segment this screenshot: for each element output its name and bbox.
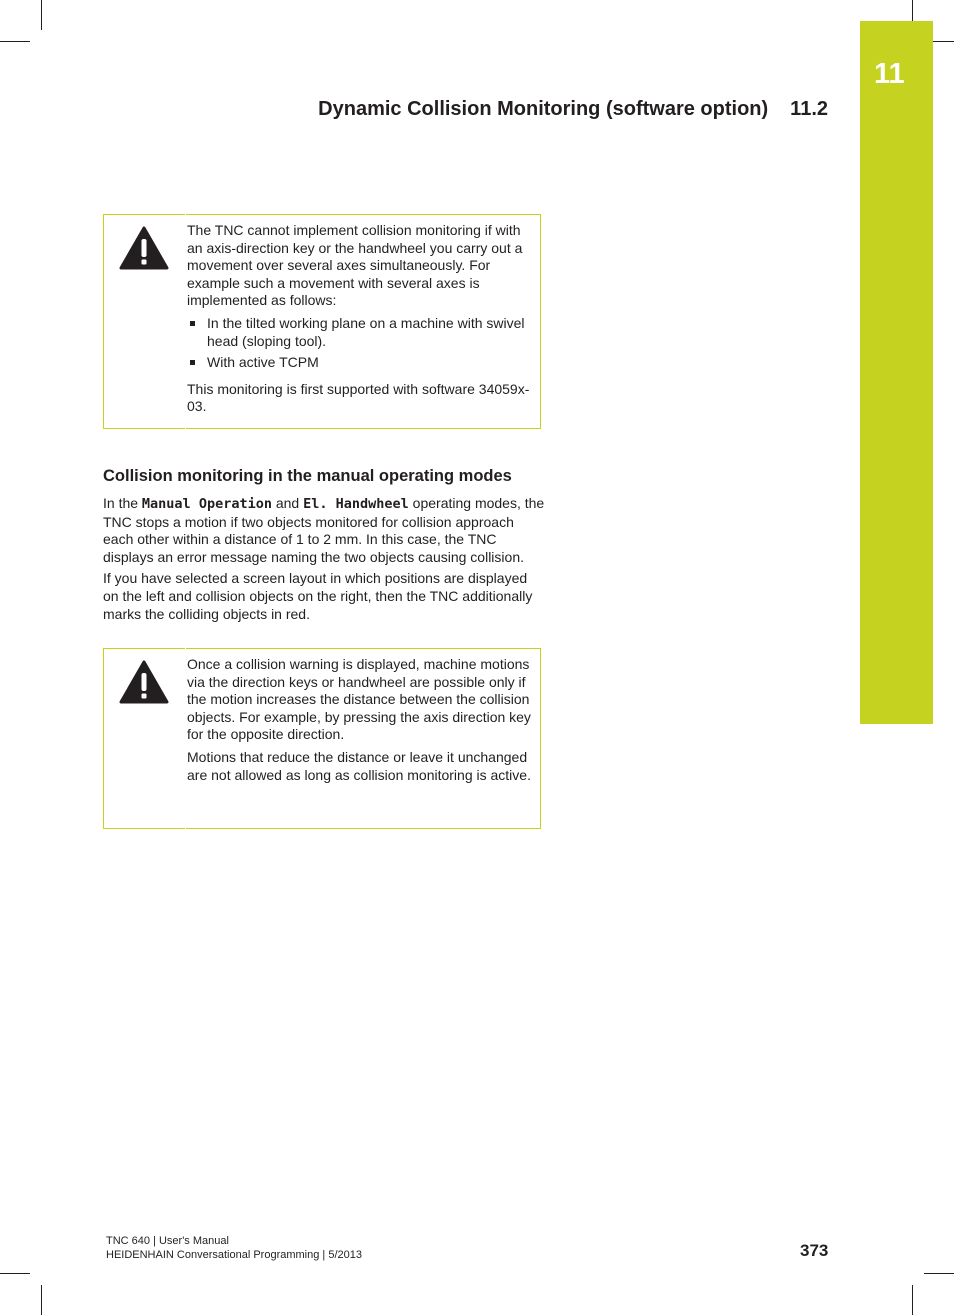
crop-mark	[0, 1273, 30, 1274]
mode-name-manual-operation: Manual Operation	[141, 496, 272, 512]
section-body	[103, 495, 545, 627]
text-run: and	[271, 495, 304, 511]
list-item-text: In the tilted working plane on a machine with swivel head (sloping tool).	[207, 314, 525, 349]
list-item	[187, 354, 532, 372]
note-paragraph: Once a collision warning is displayed, machine motions via the direction keys or handwheel are possible only if the motion increases the distance between the collision objects. For example, by pressing the axis direction key for the opposite direction.	[187, 656, 531, 743]
note-text	[187, 215, 540, 424]
note-paragraph: The TNC cannot implement collision monitoring if with an axis-direction key or the handwheel you carry out a movement over several axes simultaneously. For example such a movement with several axes is implemented as follows:	[187, 222, 523, 309]
bullet-square-icon	[190, 360, 195, 365]
bullet-list	[187, 315, 532, 372]
note-paragraph: This monitoring is first supported with software 34059x-03.	[187, 380, 530, 415]
note-separator	[185, 648, 186, 829]
body-paragraph	[103, 495, 545, 566]
page-footer	[106, 1234, 362, 1262]
crop-mark	[41, 1285, 42, 1315]
crop-mark	[41, 0, 42, 30]
bullet-square-icon	[190, 321, 195, 326]
crop-mark	[912, 1285, 913, 1315]
chapter-number: 11	[874, 58, 905, 90]
crop-mark	[912, 0, 913, 21]
list-item	[187, 315, 532, 350]
crop-mark	[924, 1273, 954, 1274]
list-item-text: With active TCPM	[207, 354, 319, 371]
header-section-number: 11.2	[790, 98, 828, 120]
warning-triangle-icon	[119, 660, 169, 704]
note-separator	[185, 214, 186, 429]
note-paragraph: Motions that reduce the distance or leave it unchanged are not allowed as long as collision monitoring is active.	[187, 748, 531, 783]
warning-note-1	[103, 214, 541, 429]
footer-line: TNC 640 | User's Manual	[106, 1235, 229, 1247]
note-text	[187, 649, 540, 792]
header-title: Dynamic Collision Monitoring (software option)	[318, 98, 769, 120]
crop-mark	[933, 41, 954, 42]
crop-mark	[0, 41, 30, 42]
page-number: 373	[800, 1241, 829, 1260]
text-run: In the	[103, 495, 142, 511]
warning-triangle-icon	[119, 226, 169, 270]
body-paragraph: If you have selected a screen layout in which positions are displayed on the left and collision objects on the right, then the TNC additionally marks the colliding objects in red.	[103, 570, 533, 622]
mode-name-el-handwheel: El. Handwheel	[303, 496, 409, 512]
chapter-tab	[860, 21, 933, 724]
warning-note-2	[103, 648, 541, 829]
running-header	[318, 98, 828, 121]
section-heading: Collision monitoring in the manual operating modes	[103, 467, 512, 485]
footer-line: HEIDENHAIN Conversational Programming | 5/2013	[106, 1249, 362, 1261]
text-run: operating modes, the TNC stops a motion if two objects monitored for collision approach each other within a distance of 1 to 2 mm. In this case, the TNC displays an error message naming the two objects causing collision.	[103, 495, 545, 565]
